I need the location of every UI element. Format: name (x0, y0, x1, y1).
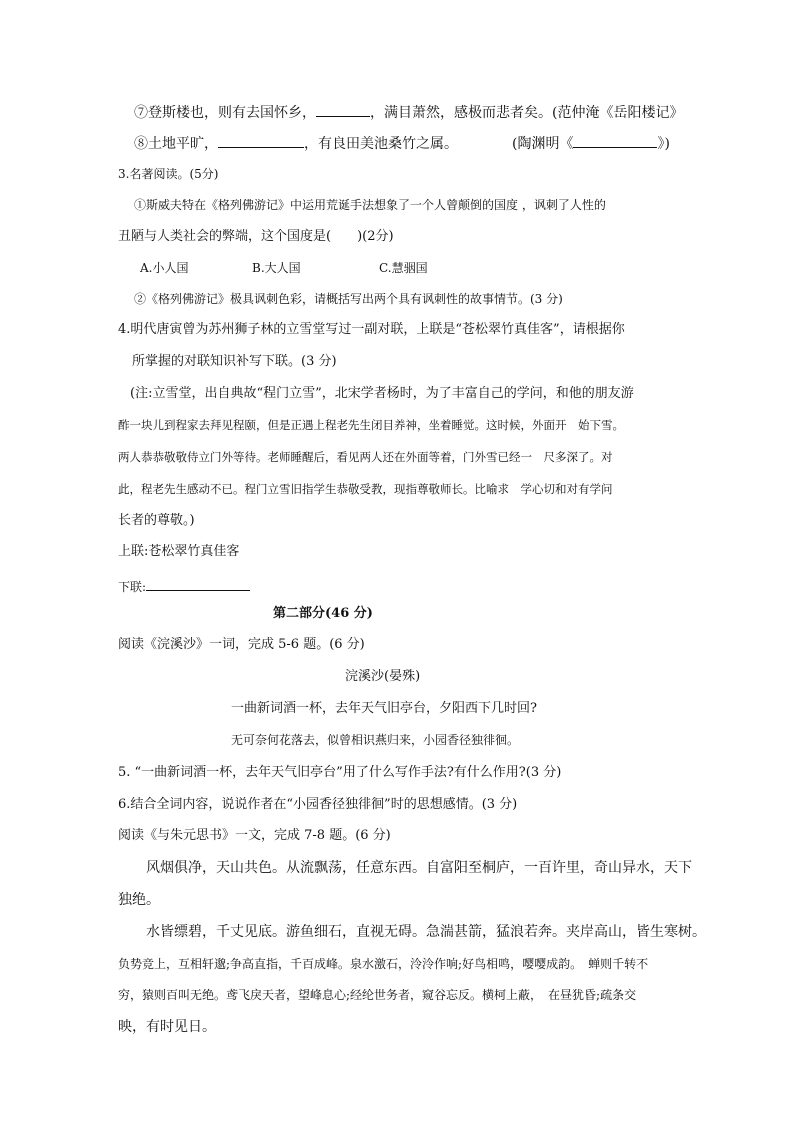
lower-couplet (118, 578, 250, 593)
section-title: 第二部分(46 分) (273, 606, 373, 621)
upper-couplet: 上联:苍松翠竹真佳客 (118, 544, 240, 559)
option-b: B.大人国 (252, 261, 301, 275)
answer-blank[interactable] (316, 104, 370, 117)
text: ⑦登斯楼也，则有去国怀乡， (134, 105, 316, 121)
text-line: ①斯威夫特在《格列佛游记》中运用荒诞手法想象了一个人曾颠倒的国度 ，讽刺了人性的 (134, 198, 606, 212)
poem-line: 一曲新词酒一杯，去年天气旧亭台，夕阳西下几时回? (231, 701, 537, 716)
poem-title: 浣溪沙(晏殊) (345, 669, 421, 684)
question-heading: 4.明代唐寅曾为苏州狮子林的立雪堂写过一副对联，上联是“苍松翠竹真佳客”，请根据你 (118, 322, 625, 337)
text: (陶渊明《 (512, 136, 574, 152)
passage-line: 水皆缥碧，千丈见底。游鱼细石，直视无碍。急湍甚箭，猛浪若奔。夹岸高山，皆生寒树。 (146, 924, 706, 940)
poem-line: 无可奈何花落去，似曾相识燕归来，小园香径独徘徊。 (231, 733, 520, 747)
answer-blank[interactable] (573, 135, 657, 148)
answer-blank[interactable] (218, 135, 304, 148)
question-text: 6.结合全词内容，说说作者在“小园香径独徘徊”时的思想感情。(3 分) (118, 797, 518, 812)
note-line: 两人恭恭敬敬侍立门外等待。老师睡醒后，看见两人还在外面等着，门外雪已经一 尺多深了。对 (118, 450, 613, 464)
passage-line: 负势竞上，互相轩邈;争高直指，千百成峰。泉水激石，泠泠作响;好鸟相鸣，嘤嘤成韵。 蝉则千转不 (118, 957, 649, 971)
note-line: 长者的尊敬。) (118, 513, 195, 528)
question-heading: 阅读《与朱元思书》一文，完成 7-8 题。(6 分) (118, 828, 391, 843)
passage-line: 独绝。 (118, 892, 160, 908)
text-line (134, 135, 458, 151)
note-line: 酢一块儿到程家去拜见程颐，但是正遇上程老先生闭目养神，坐着睡觉。这时候，外面开 始下雪。 (118, 418, 624, 432)
note-line: 此，程老先生感动不已。程门立雪旧指学生恭敬受教，现指尊敬师长。比喻求 学心切和对有学问 (118, 482, 613, 496)
option-c: C.慧骃国 (379, 261, 428, 275)
option-a: A.小人国 (140, 261, 189, 275)
text: 下联: (118, 580, 147, 594)
question-heading: 3.名著阅读。(5分) (118, 167, 219, 181)
answer-blank[interactable] (146, 578, 250, 591)
text-line (134, 104, 683, 120)
text-line: ②《格列佛游记》极具讽刺色彩，请概括写出两个具有讽刺性的故事情节。(3 分) (134, 292, 563, 306)
note-line: (注:立雪堂，出自典故“程门立雪”，北宋学者杨时，为了丰富自己的学问，和他的朋友游 (130, 386, 634, 401)
question-heading: 阅读《浣溪沙》一词，完成 5-6 题。(6 分) (118, 637, 365, 652)
passage-line: 穷，猿则百叫无绝。鸢飞戾天者，望峰息心;经纶世务者，窥谷忘反。横柯上蔽， 在昼犹昏;疏条交 (118, 988, 637, 1002)
passage-line: 风烟俱净，天山共色。从流飘荡，任意东西。自富阳至桐庐，一百许里，奇山异水，天下 (146, 860, 692, 876)
text-line: 所掌握的对联知识补写下联。(3 分) (132, 354, 337, 369)
passage-line: 映，有时见日。 (118, 1019, 216, 1035)
text-line (512, 135, 670, 151)
text: ⑧土地平旷， (134, 136, 218, 152)
text-line: 丑陋与人类社会的弊端，这个国度是( )(2分) (118, 229, 394, 244)
text: 》) (657, 136, 670, 152)
text: ，有良田美池桑竹之属。 (304, 136, 458, 152)
question-text: 5. “一曲新词酒一杯，去年天气旧亭台”用了什么写作手法?有什么作用?(3 分) (118, 765, 562, 780)
text: ，满目萧然，感极而悲者矣。(范仲淹《岳阳楼记》 (370, 105, 684, 121)
